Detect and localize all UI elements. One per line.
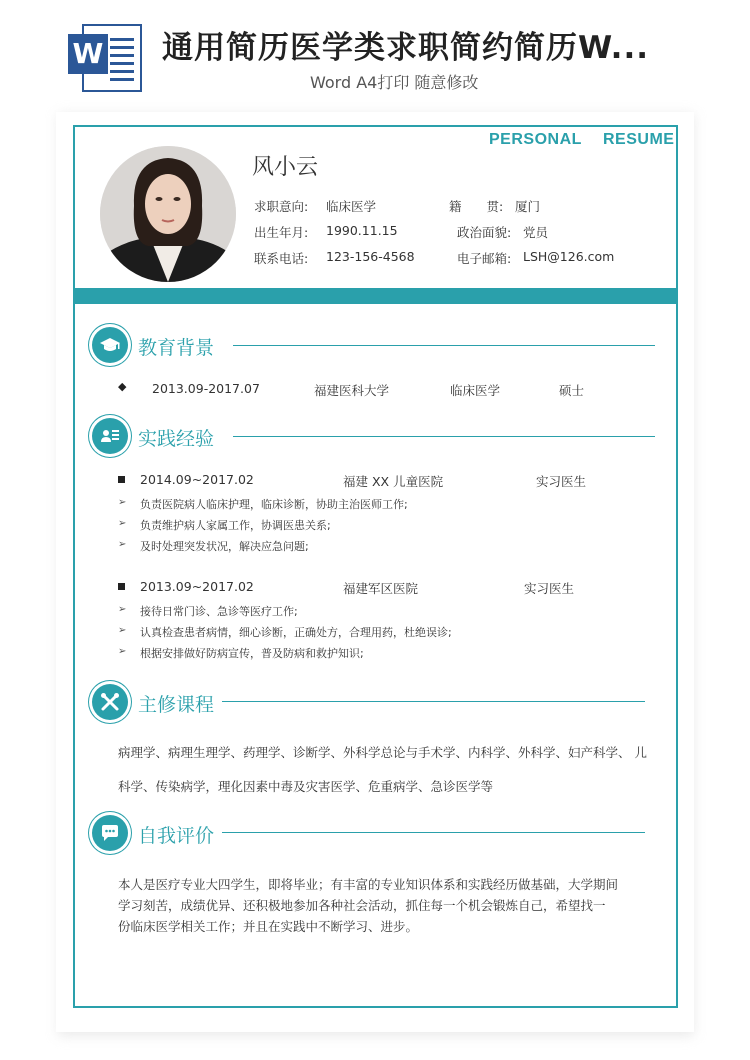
education-major: 临床医学 — [450, 383, 501, 398]
info-label-hometown: 籍 贯: — [449, 199, 504, 214]
courses-line-1: 病理学、病理生理学、药理学、诊断学、外科学总论与手术学、内科学、外科学、妇产科学、 儿 — [118, 745, 647, 760]
word-document-icon — [68, 20, 140, 92]
chat-bubble-icon — [92, 815, 128, 851]
practice-divider — [233, 436, 655, 437]
info-label-intention: 求职意向: — [254, 199, 309, 214]
education-divider — [233, 345, 655, 346]
wrench-tools-icon — [92, 684, 128, 720]
education-title: 教育背景 — [138, 337, 215, 359]
info-label-email: 电子邮箱: — [457, 251, 512, 266]
info-value-birth: 1990.11.15 — [326, 223, 398, 238]
info-value-hometown: 厦门 — [515, 199, 541, 214]
practice-1-period: 2014.09~2017.02 — [140, 472, 254, 487]
education-period: 2013.09-2017.07 — [152, 381, 260, 396]
info-value-political: 党员 — [523, 225, 549, 240]
diamond-bullet-icon: ◆ — [118, 380, 127, 393]
word-badge: W — [68, 34, 108, 74]
arrow-bullet-icon: ➢ — [118, 646, 127, 657]
info-value-intention: 临床医学 — [326, 199, 377, 214]
education-school: 福建医科大学 — [314, 383, 390, 398]
info-value-phone: 123-156-4568 — [326, 249, 415, 264]
self-eval-line-3: 份临床医学相关工作；并且在实践中不断学习、进步。 — [118, 919, 419, 934]
practice-1-duty-1: 负责医院病人临床护理，临床诊断，协助主治医师工作; — [140, 498, 408, 511]
practice-1-duty-2: 负责维护病人家属工作，协调医患关系; — [140, 519, 331, 532]
graduation-cap-icon — [92, 327, 128, 363]
courses-title: 主修课程 — [138, 694, 215, 716]
info-label-birth: 出生年月: — [254, 225, 309, 240]
practice-2-period: 2013.09~2017.02 — [140, 579, 254, 594]
practice-2-org: 福建军区医院 — [343, 581, 419, 596]
practice-2-duty-2: 认真检查患者病情，细心诊断，正确处方，合理用药，杜绝误诊; — [140, 626, 452, 639]
arrow-bullet-icon: ➢ — [118, 497, 127, 508]
courses-line-2: 科学、传染病学，理化因素中毒及灾害医学、危重病学、急诊医学等 — [118, 779, 494, 794]
practice-2-duty-1: 接待日常门诊、急诊等医疗工作; — [140, 605, 298, 618]
self-eval-divider — [222, 832, 645, 833]
practice-1-org: 福建 XX 儿童医院 — [343, 474, 444, 489]
courses-divider — [222, 701, 645, 702]
document-subtitle: Word A4打印 随意修改 — [310, 73, 479, 92]
arrow-bullet-icon: ➢ — [118, 518, 127, 529]
profile-card-icon — [92, 418, 128, 454]
education-degree: 硕士 — [559, 383, 585, 398]
info-label-political: 政治面貌: — [457, 225, 512, 240]
personal-label: PERSONAL — [489, 131, 582, 148]
info-label-phone: 联系电话: — [254, 251, 309, 266]
info-value-email: LSH@126.com — [523, 249, 615, 264]
practice-title: 实践经验 — [138, 428, 215, 450]
header-divider-bar — [75, 288, 677, 304]
self-eval-line-2: 学习刻苦，成绩优异、还积极地参加各种社会活动，抓住每一个机会锻炼自己，希望找一 — [118, 898, 606, 913]
square-bullet-icon — [118, 583, 125, 590]
candidate-name: 风小云 — [252, 155, 319, 180]
practice-1-role: 实习医生 — [536, 474, 587, 489]
arrow-bullet-icon: ➢ — [118, 539, 127, 550]
self-eval-line-1: 本人是医疗专业大四学生，即将毕业；有丰富的专业知识体系和实践经历做基础，大学期间 — [118, 877, 619, 892]
square-bullet-icon — [118, 476, 125, 483]
document-title: 通用简历医学类求职简约简历W... — [162, 30, 649, 66]
profile-photo — [100, 146, 236, 282]
practice-1-duty-3: 及时处理突发状况，解决应急问题; — [140, 540, 309, 553]
arrow-bullet-icon: ➢ — [118, 625, 127, 636]
self-eval-title: 自我评价 — [138, 825, 215, 847]
resume-label: RESUME — [603, 131, 675, 148]
practice-2-duty-3: 根据安排做好防病宣传，普及防病和救护知识; — [140, 647, 364, 660]
practice-2-role: 实习医生 — [524, 581, 575, 596]
arrow-bullet-icon: ➢ — [118, 604, 127, 615]
